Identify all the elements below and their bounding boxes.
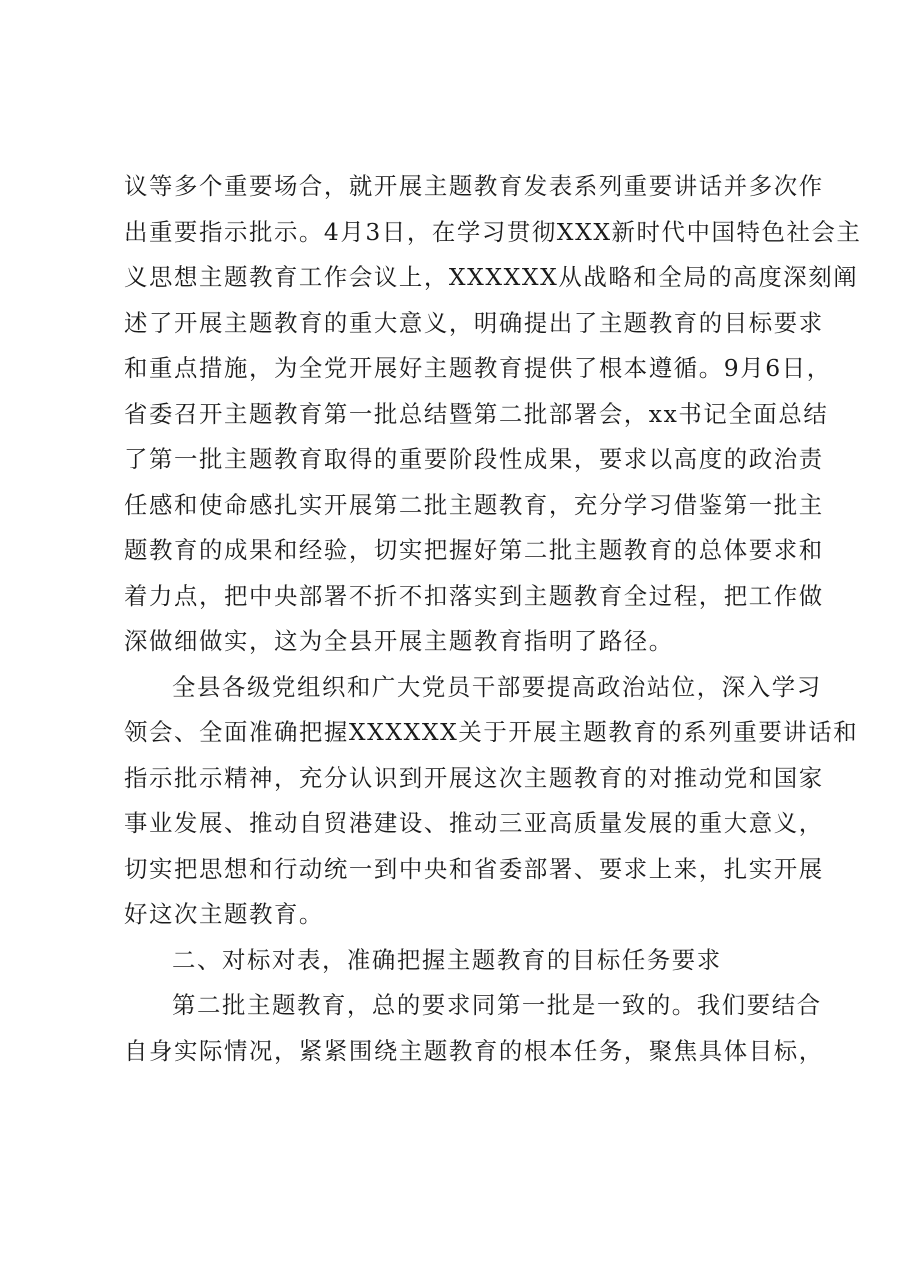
heading-line: 二、对标对表，准确把握主题教育的目标任务要求 [172, 945, 722, 974]
text-line: 全县各级党组织和广大党员干部要提高政治站位，深入学习 [172, 672, 822, 701]
text-line: 领会、全面准确把握XXXXXX关于开展主题教育的系列重要讲话和 [124, 718, 859, 746]
text-line: 着力点，把中央部署不折不扣落实到主题教育全过程，把工作做 [124, 581, 824, 610]
section-heading [124, 938, 814, 984]
text-line: 切实把思想和行动统一到中央和省委部署、要求上来，扎实开展 [124, 854, 824, 883]
text-line: 述了开展主题教育的重大意义，明确提出了主题教育的目标要求 [124, 308, 824, 337]
text-line: 第二批主题教育，总的要求同第一批是一致的。我们要结合 [172, 991, 822, 1019]
text-line: 任感和使命感扎实开展第二批主题教育，充分学习借鉴第一批主 [124, 490, 824, 519]
document-body [124, 164, 862, 1074]
text-line: 事业发展、推动自贸港建设、推动三亚高质量发展的重大意义， [124, 809, 824, 837]
text-line: 议等多个重要场合，就开展主题教育发表系列重要讲话并多次作 [124, 172, 824, 200]
text-line: 指示批示精神，充分认识到开展这次主题教育的对推动党和国家 [124, 763, 824, 792]
paragraph-3 [124, 983, 824, 1074]
text-line: 了第一批主题教育取得的重要阶段性成果，要求以高度的政治责 [124, 445, 824, 473]
text-line: 省委召开主题教育第一批总结暨第二批部署会，xx书记全面总结 [124, 399, 829, 428]
text-line: 题教育的成果和经验，切实把握好第二批主题教育的总体要求和 [124, 536, 824, 564]
paragraph-1 [124, 164, 862, 665]
text-line: 和重点措施，为全党开展好主题教育提供了根本遵循。9月6日， [124, 354, 832, 382]
text-line: 自身实际情况，紧紧围绕主题教育的根本任务，聚焦具体目标， [124, 1036, 824, 1065]
text-line: 好这次主题教育。 [124, 900, 324, 928]
text-line: 出重要指示批示。4月3日，在学习贯彻XXX新时代中国特色社会主 [124, 217, 862, 246]
paragraph-2 [124, 665, 859, 938]
text-line: 义思想主题教育工作会议上，XXXXXX从战略和全局的高度深刻阐 [124, 263, 859, 291]
text-line: 深做细做实，这为全县开展主题教育指明了路径。 [124, 627, 674, 655]
